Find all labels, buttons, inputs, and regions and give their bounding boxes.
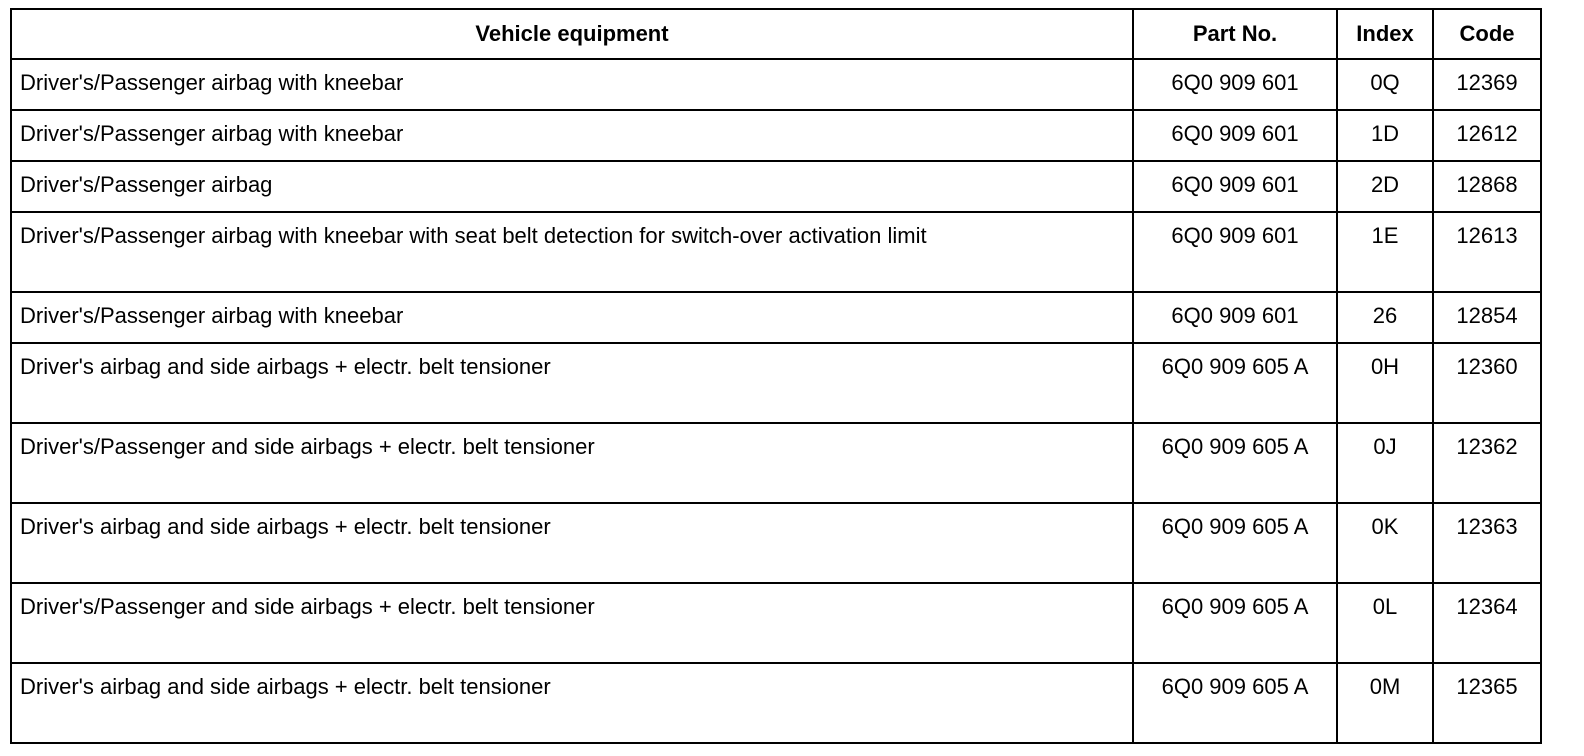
table-row [11, 583, 1541, 663]
cell-index: 0J [1337, 423, 1433, 503]
cell-part-no: 6Q0 909 601 [1133, 59, 1337, 110]
table-row [11, 423, 1541, 503]
cell-index: 1D [1337, 110, 1433, 161]
cell-code: 12364 [1433, 583, 1541, 663]
cell-code: 12369 [1433, 59, 1541, 110]
cell-vehicle-equipment: Driver's airbag and side airbags + electr. belt tensioner [11, 343, 1133, 423]
table-row [11, 292, 1541, 343]
header-part-no: Part No. [1133, 9, 1337, 59]
header-vehicle-equipment: Vehicle equipment [11, 9, 1133, 59]
cell-code: 12854 [1433, 292, 1541, 343]
cell-part-no: 6Q0 909 605 A [1133, 663, 1337, 743]
cell-code: 12613 [1433, 212, 1541, 292]
cell-part-no: 6Q0 909 605 A [1133, 503, 1337, 583]
cell-index: 0H [1337, 343, 1433, 423]
cell-index: 26 [1337, 292, 1433, 343]
table-row [11, 59, 1541, 110]
cell-vehicle-equipment: Driver's/Passenger airbag [11, 161, 1133, 212]
cell-vehicle-equipment: Driver's/Passenger airbag with kneebar with seat belt detection for switch-over activation limit [11, 212, 1133, 292]
cell-index: 0Q [1337, 59, 1433, 110]
cell-part-no: 6Q0 909 605 A [1133, 423, 1337, 503]
cell-part-no: 6Q0 909 605 A [1133, 343, 1337, 423]
parts-table-container [10, 8, 1540, 744]
cell-vehicle-equipment: Driver's airbag and side airbags + electr. belt tensioner [11, 663, 1133, 743]
table-row [11, 503, 1541, 583]
cell-code: 12612 [1433, 110, 1541, 161]
cell-vehicle-equipment: Driver's/Passenger and side airbags + electr. belt tensioner [11, 583, 1133, 663]
cell-code: 12360 [1433, 343, 1541, 423]
table-row [11, 110, 1541, 161]
cell-index: 2D [1337, 161, 1433, 212]
cell-part-no: 6Q0 909 601 [1133, 161, 1337, 212]
cell-vehicle-equipment: Driver's airbag and side airbags + electr. belt tensioner [11, 503, 1133, 583]
cell-vehicle-equipment: Driver's/Passenger airbag with kneebar [11, 59, 1133, 110]
header-index: Index [1337, 9, 1433, 59]
cell-part-no: 6Q0 909 601 [1133, 212, 1337, 292]
cell-code: 12365 [1433, 663, 1541, 743]
cell-index: 0M [1337, 663, 1433, 743]
table-row [11, 343, 1541, 423]
header-code: Code [1433, 9, 1541, 59]
cell-index: 0L [1337, 583, 1433, 663]
table-row [11, 663, 1541, 743]
cell-vehicle-equipment: Driver's/Passenger airbag with kneebar [11, 110, 1133, 161]
cell-part-no: 6Q0 909 601 [1133, 110, 1337, 161]
cell-part-no: 6Q0 909 601 [1133, 292, 1337, 343]
cell-vehicle-equipment: Driver's/Passenger and side airbags + electr. belt tensioner [11, 423, 1133, 503]
cell-code: 12363 [1433, 503, 1541, 583]
cell-index: 1E [1337, 212, 1433, 292]
cell-vehicle-equipment: Driver's/Passenger airbag with kneebar [11, 292, 1133, 343]
cell-code: 12362 [1433, 423, 1541, 503]
cell-index: 0K [1337, 503, 1433, 583]
parts-table [10, 8, 1542, 744]
header-row [11, 9, 1541, 59]
table-row [11, 212, 1541, 292]
cell-code: 12868 [1433, 161, 1541, 212]
cell-part-no: 6Q0 909 605 A [1133, 583, 1337, 663]
table-row [11, 161, 1541, 212]
